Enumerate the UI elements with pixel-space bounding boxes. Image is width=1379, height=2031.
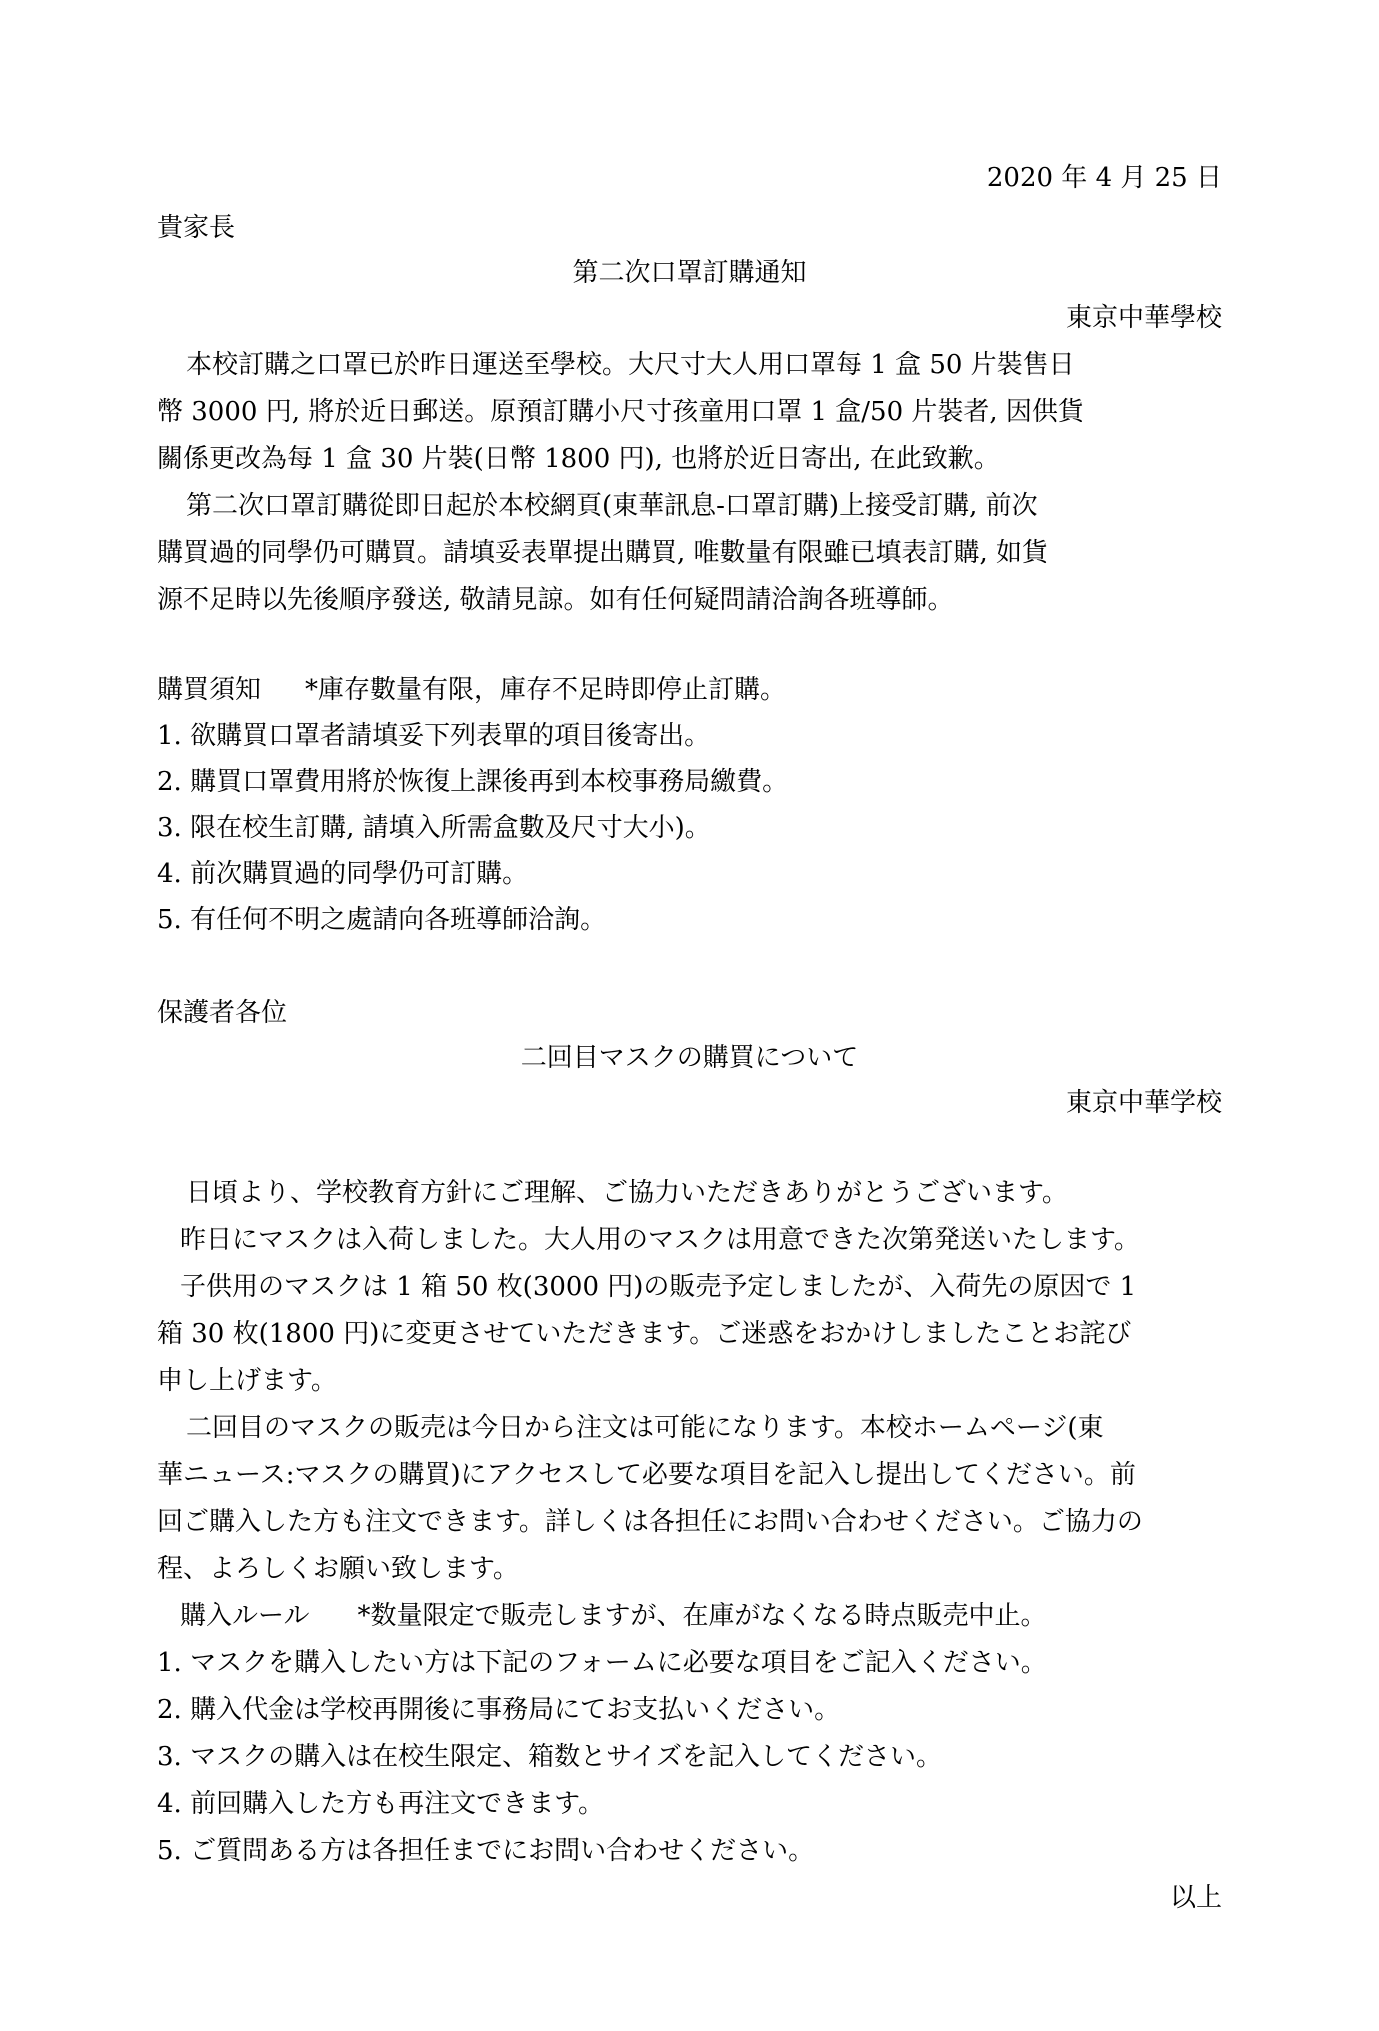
zh-paragraph-line: 幣 3000 円, 將於近日郵送。原預訂購小尺寸孩童用口罩 1 盒/50 片裝者, 因供貨 <box>157 397 1084 427</box>
zh-school-name: 東京中華學校 <box>1065 303 1222 333</box>
zh-rule-item: 3. 限在校生訂購, 請填入所需盒數及尺寸大小)。 <box>157 813 711 843</box>
zh-rule-item: 1. 欲購買口罩者請填妥下列表單的項目後寄出。 <box>157 721 711 751</box>
zh-notice-heading-row <box>157 672 786 708</box>
ja-rule-item: 4. 前回購入した方も再注文できます。 <box>157 1789 604 1819</box>
notice-date: 2020 年 4 月 25 日 <box>986 163 1222 193</box>
ja-rules-heading: 購入ルール <box>180 1601 310 1631</box>
zh-rule-item: 5. 有任何不明之處請向各班導師洽詢。 <box>157 905 607 935</box>
ja-rule-item: 3. マスクの購入は在校生限定、箱数とサイズを記入してください。 <box>157 1742 942 1772</box>
ja-title: 二回目マスクの購買について <box>520 1043 859 1073</box>
ja-paragraph-line: 回ご購入した方も注文できます。詳しくは各担任にお問い合わせください。ご協力の <box>157 1507 1143 1537</box>
ja-rules-heading-row <box>180 1598 1047 1634</box>
zh-paragraph-line: 本校訂購之口罩已於昨日運送至學校。大尺寸大人用口罩每 1 盒 50 片裝售日 <box>186 350 1075 380</box>
zh-title: 第二次口罩訂購通知 <box>572 258 807 288</box>
ja-paragraph-line: 華ニュース:マスクの購買)にアクセスして必要な項目を記入し提出してください。前 <box>157 1460 1136 1490</box>
zh-paragraph-line: 第二次口罩訂購從即日起於本校網頁(東華訊息-口罩訂購)上接受訂購, 前次 <box>186 491 1038 521</box>
ja-salutation: 保護者各位 <box>157 998 288 1028</box>
ja-paragraph-line: 程、よろしくお願い致します。 <box>157 1554 519 1584</box>
ja-paragraph-line: 昨日にマスクは入荷しました。大人用のマスクは用意できた次第発送いたします。 <box>180 1225 1140 1255</box>
ja-rules-note: *数量限定で販売しますが、在庫がなくなる時点販売中止。 <box>357 1601 1047 1631</box>
zh-salutation: 貴家長 <box>157 213 236 243</box>
zh-paragraph-line: 關係更改為每 1 盒 30 片裝(日幣 1800 円), 也將於近日寄出, 在此致歉。 <box>157 444 1000 474</box>
zh-rule-item: 4. 前次購買過的同學仍可訂購。 <box>157 859 529 889</box>
zh-rule-item: 2. 購買口罩費用將於恢復上課後再到本校事務局繳費。 <box>157 767 789 797</box>
zh-paragraph-line: 購買過的同學仍可購買。請填妥表單提出購買, 唯數量有限雖已填表訂購, 如貨 <box>157 538 1049 568</box>
ja-rule-item: 5. ご質問ある方は各担任までにお問い合わせください。 <box>157 1836 815 1866</box>
closing-mark: 以上 <box>1169 1883 1222 1913</box>
zh-paragraph-line: 源不足時以先後順序發送, 敬請見諒。如有任何疑問請洽詢各班導師。 <box>157 585 954 615</box>
ja-rule-item: 2. 購入代金は学校再開後に事務局にてお支払いください。 <box>157 1695 841 1725</box>
ja-paragraph-line: 子供用のマスクは 1 箱 50 枚(3000 円)の販売予定しましたが、入荷先の原因で 1 <box>180 1272 1137 1302</box>
ja-paragraph-line: 日頃より、学校教育方針にご理解、ご協力いただきありがとうございます。 <box>186 1178 1068 1208</box>
zh-notice-note: *庫存數量有限，庫存不足時即停止訂購。 <box>305 675 787 705</box>
ja-paragraph-line: 申し上げます。 <box>157 1366 337 1396</box>
ja-paragraph-line: 二回目のマスクの販売は今日から注文は可能になります。本校ホームページ(東 <box>186 1413 1104 1443</box>
zh-notice-heading: 購買須知 <box>157 675 262 705</box>
ja-paragraph-line: 箱 30 枚(1800 円)に変更させていただきます。ご迷惑をおかけしましたことお詫び <box>157 1319 1132 1349</box>
ja-school-name: 東京中華学校 <box>1065 1088 1222 1118</box>
ja-rule-item: 1. マスクを購入したい方は下記のフォームに必要な項目をご記入ください。 <box>157 1648 1047 1678</box>
